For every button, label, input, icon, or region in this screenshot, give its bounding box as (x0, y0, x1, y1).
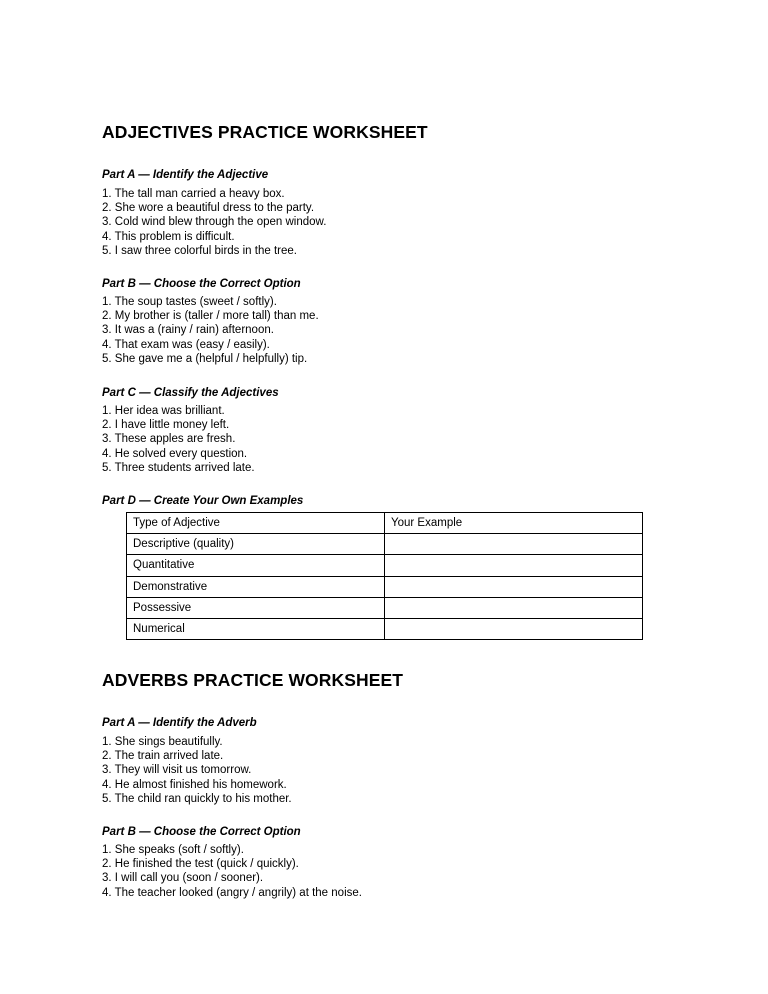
adjectives-title: ADJECTIVES PRACTICE WORKSHEET (102, 122, 428, 142)
table-row (127, 555, 643, 576)
list-item: 2. My brother is (taller / more tall) than me. (102, 310, 319, 323)
table-cell-type: Possessive (127, 597, 385, 618)
table-row (127, 618, 643, 639)
list-item: 2. I have little money left. (102, 419, 230, 432)
list-item: 3. They will visit us tomorrow. (102, 764, 252, 777)
adverbs-part-b-list (102, 843, 362, 900)
list-item: 4. He almost finished his homework. (102, 778, 287, 791)
adjectives-part-b-heading: Part B — Choose the Correct Option (102, 278, 301, 290)
table-row (127, 576, 643, 597)
list-item: 4. That exam was (easy / easily). (102, 338, 270, 351)
table-cell-type: Numerical (127, 618, 385, 639)
table-cell-example[interactable] (385, 597, 643, 618)
adjectives-part-d-heading: Part D — Create Your Own Examples (102, 495, 304, 507)
table-cell-example[interactable] (385, 534, 643, 555)
table-row (127, 597, 643, 618)
table-header-row (127, 513, 643, 534)
table-cell-type: Demonstrative (127, 576, 385, 597)
list-item: 4. The teacher looked (angry / angrily) at the noise. (102, 886, 362, 899)
table-cell-type: Descriptive (quality) (127, 534, 385, 555)
adjectives-part-b-list (102, 295, 319, 366)
list-item: 2. The train arrived late. (102, 750, 224, 763)
list-item: 2. She wore a beautiful dress to the party. (102, 202, 315, 215)
adverbs-title: ADVERBS PRACTICE WORKSHEET (102, 670, 404, 690)
list-item: 1. She sings beautifully. (102, 736, 223, 748)
list-item: 1. The tall man carried a heavy box. (102, 188, 285, 200)
list-item: 3. I will call you (soon / sooner). (102, 872, 264, 885)
list-item: 3. These apples are fresh. (102, 433, 236, 446)
list-item: 5. The child ran quickly to his mother. (102, 792, 292, 805)
list-item: 4. This problem is difficult. (102, 230, 235, 243)
adjectives-part-c-list (102, 404, 255, 475)
table-row (127, 534, 643, 555)
list-item: 1. The soup tastes (sweet / softly). (102, 296, 277, 308)
list-item: 5. Three students arrived late. (102, 461, 255, 474)
list-item: 1. Her idea was brilliant. (102, 405, 225, 417)
list-item: 1. She speaks (soft / softly). (102, 844, 244, 856)
table-header-type: Type of Adjective (127, 513, 385, 534)
list-item: 5. She gave me a (helpful / helpfully) tip. (102, 352, 308, 365)
list-item: 3. It was a (rainy / rain) afternoon. (102, 324, 274, 337)
table-cell-example[interactable] (385, 576, 643, 597)
list-item: 5. I saw three colorful birds in the tree. (102, 244, 297, 257)
examples-table (126, 512, 643, 640)
adjectives-part-a-heading: Part A — Identify the Adjective (102, 169, 269, 181)
adverbs-part-a-list (102, 735, 292, 806)
list-item: 2. He finished the test (quick / quickly). (102, 858, 299, 871)
table-cell-example[interactable] (385, 618, 643, 639)
adjectives-part-c-heading: Part C — Classify the Adjectives (102, 387, 279, 399)
table-cell-type: Quantitative (127, 555, 385, 576)
list-item: 4. He solved every question. (102, 447, 248, 460)
adverbs-part-b-heading: Part B — Choose the Correct Option (102, 826, 301, 838)
adjectives-part-a-list (102, 187, 326, 258)
table-header-example: Your Example (385, 513, 643, 534)
list-item: 3. Cold wind blew through the open window. (102, 216, 327, 229)
adverbs-part-a-heading: Part A — Identify the Adverb (102, 717, 257, 729)
table-cell-example[interactable] (385, 555, 643, 576)
